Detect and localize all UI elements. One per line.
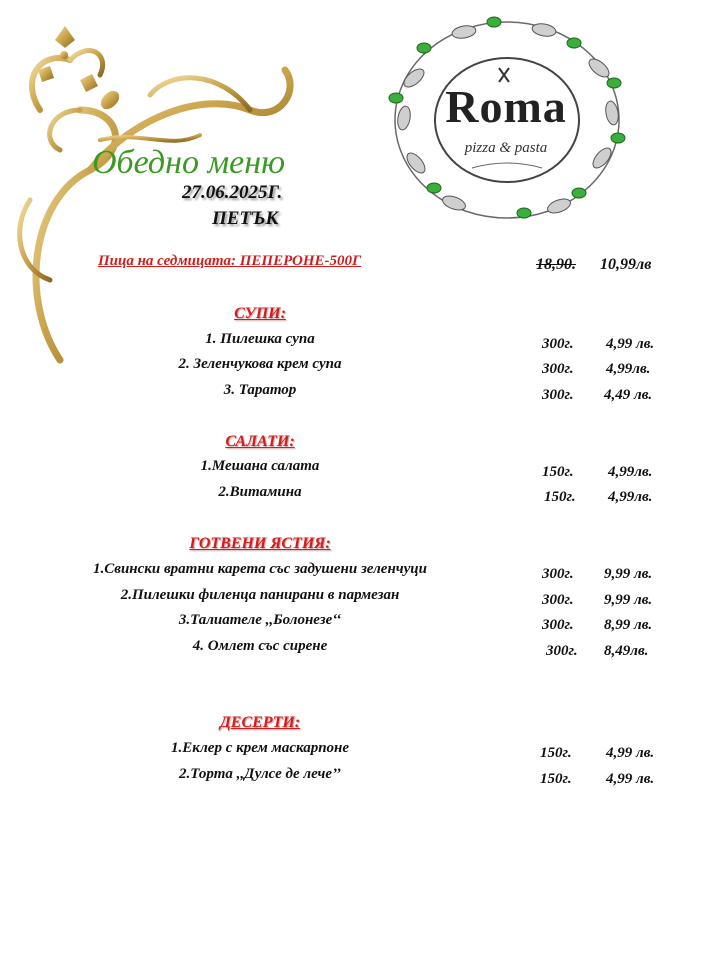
menu-item: 2.Витамина <box>218 484 302 500</box>
menu-item: 1. Пилешка супа <box>205 331 315 347</box>
menu-item: 1.Еклер с крем маскарпоне <box>170 740 350 756</box>
item-weight: 300г. <box>542 592 574 608</box>
menu-item: 2.Торта ,,Дулсе де лече’’ <box>179 766 341 782</box>
item-price: 9,99 лв. <box>604 592 653 608</box>
item-weight: 300г. <box>542 361 574 377</box>
item-price: 4,99 лв. <box>606 745 655 761</box>
menu-item: 1.Свински вратни карета със задушени зеленчуци <box>92 561 427 577</box>
item-price: 9,99 лв. <box>604 566 653 582</box>
item-price: 4,99лв. <box>608 489 653 505</box>
menu-item: 2. Зеленчукова крем супа <box>178 356 342 372</box>
menu-item: 3.Талиателе ,,Болонезе‘‘ <box>178 612 342 628</box>
section-title-mains: ГОТВЕНИ ЯСТИЯ: <box>189 535 331 552</box>
menu-item: 4. Омлет със сирене <box>192 638 328 654</box>
menu-item: 2.Пилешки филенца панирани в пармезан <box>120 587 400 603</box>
item-weight: 150г. <box>544 489 576 505</box>
weekly-pizza-label: Пица на седмицата: ПЕПЕРОНЕ-500Г <box>98 253 362 269</box>
section-title-soups: СУПИ: <box>234 305 286 322</box>
weekly-pizza-new-price: 10,99лв <box>600 256 652 273</box>
menu-day: ПЕТЪК <box>212 208 279 229</box>
item-price: 4,99 лв. <box>606 771 655 787</box>
logo-tagline: pizza & pasta <box>464 140 548 156</box>
section-title-desserts: ДЕСЕРТИ: <box>219 714 301 731</box>
menu-date: 27.06.2025Г. <box>182 182 283 203</box>
item-weight: 150г. <box>540 745 572 761</box>
item-price: 4,99лв. <box>606 361 651 377</box>
item-weight: 300г. <box>542 566 574 582</box>
item-price: 4,49 лв. <box>604 387 653 403</box>
item-weight: 300г. <box>542 617 574 633</box>
menu-item: 1.Мешана салата <box>200 458 320 474</box>
item-price: 4,99 лв. <box>606 336 655 352</box>
item-weight: 300г. <box>542 387 574 403</box>
weekly-pizza-old-price: 18,90. <box>536 256 576 273</box>
item-price: 4,99лв. <box>608 464 653 480</box>
item-price: 8,99 лв. <box>604 617 653 633</box>
item-weight: 150г. <box>540 771 572 787</box>
item-price: 8,49лв. <box>604 643 649 659</box>
menu-item: 3. Таратор <box>223 382 297 398</box>
logo-name: Roma <box>445 81 567 132</box>
item-weight: 150г. <box>542 464 574 480</box>
item-weight: 300г. <box>546 643 578 659</box>
section-title-salads: САЛАТИ: <box>225 433 295 450</box>
item-weight: 300г. <box>542 336 574 352</box>
menu-title: Обедно меню <box>92 144 286 181</box>
